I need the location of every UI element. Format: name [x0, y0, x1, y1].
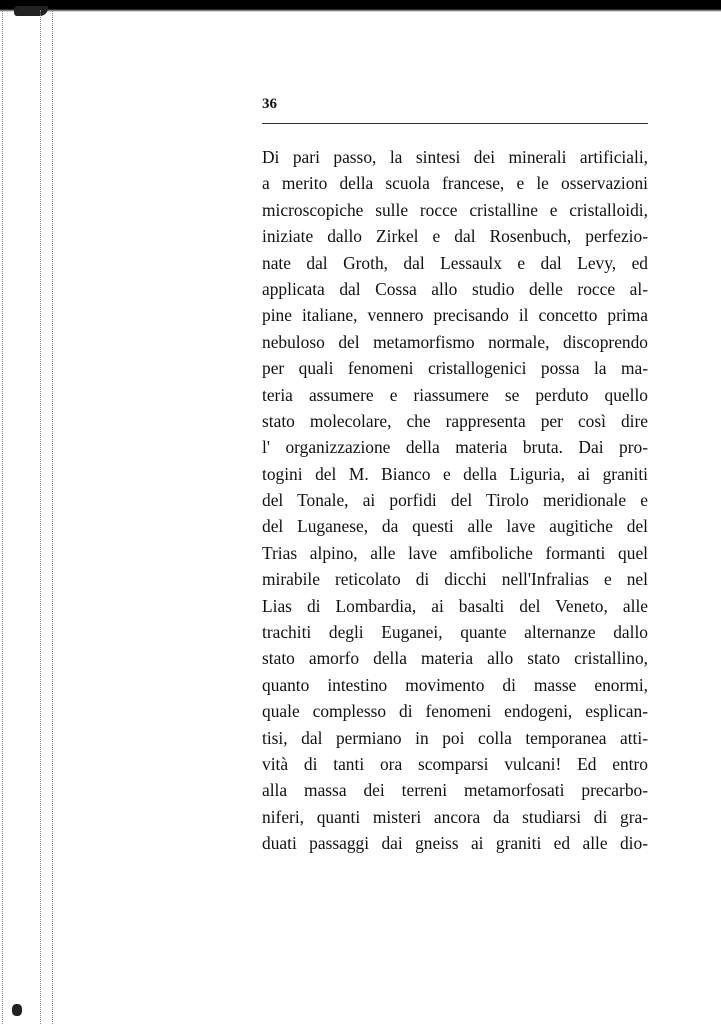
text-line: alla massa dei terreni metamorfosati precarbo-: [262, 780, 648, 801]
text-line: l' organizzazione della materia bruta. Dai pro-: [262, 437, 648, 458]
scan-binding-line: [40, 10, 42, 1024]
text-line: iniziate dallo Zirkel e dal Rosenbuch, perfezio-: [262, 226, 648, 247]
text-line: mirabile reticolato di dicchi nell'Infralias e nel: [262, 569, 648, 590]
text-line: del Luganese, da questi alle lave augitiche del: [262, 516, 648, 537]
header-rule: [262, 123, 648, 124]
text-line: teria assumere e riassumere se perduto quello: [262, 384, 648, 405]
text-line: nebuloso del metamorfismo normale, discoprendo: [262, 331, 648, 352]
text-line: vità di tanti ora scomparsi vulcani! Ed entro: [262, 753, 648, 774]
text-line: per quali fenomeni cristallogenici possa la ma-: [262, 358, 648, 379]
text-line: del Tonale, ai porfidi del Tirolo meridionale e: [262, 490, 648, 511]
text-line: niferi, quanti misteri ancora da studiarsi di gra-: [262, 806, 648, 827]
text-line: togini del M. Bianco e della Liguria, ai graniti: [262, 463, 648, 484]
text-line: applicata dal Cossa allo studio delle rocce al-: [262, 278, 648, 299]
body-text: [262, 144, 648, 857]
scan-top-edge: [0, 0, 721, 12]
text-line: quanto intestino movimento di masse enormi,: [262, 674, 648, 695]
text-line: a merito della scuola francese, e le osservazioni: [262, 173, 648, 194]
text-line: nate dal Groth, dal Lessaulx e dal Levy, ed: [262, 252, 648, 273]
text-line: stato molecolare, che rappresenta per così dire: [262, 410, 648, 431]
text-line: stato amorfo della materia allo stato cristallino,: [262, 648, 648, 669]
text-line: Trias alpino, alle lave amfiboliche formanti quel: [262, 542, 648, 563]
text-line: Lias di Lombardia, ai basalti del Veneto, alle: [262, 595, 648, 616]
scan-left-edge: [2, 10, 4, 1024]
page-number: 36: [262, 96, 277, 112]
text-line: microscopiche sulle rocce cristalline e cristalloidi,: [262, 199, 648, 220]
scan-blot: [14, 6, 48, 16]
text-line: tisi, dal permiano in poi colla temporanea atti-: [262, 727, 648, 748]
text-line: Di pari passo, la sintesi dei minerali artificiali,: [262, 147, 648, 167]
text-line: pine italiane, vennero precisando il concetto prima: [262, 305, 648, 326]
text-line: trachiti degli Euganei, quante alternanze dallo: [262, 622, 648, 643]
scan-blot: [12, 1004, 22, 1016]
scan-binding-line: [52, 10, 54, 1024]
text-line: duati passaggi dai gneiss ai graniti ed alle dio-: [262, 833, 648, 854]
text-line: quale complesso di fenomeni endogeni, esplican-: [262, 701, 648, 722]
